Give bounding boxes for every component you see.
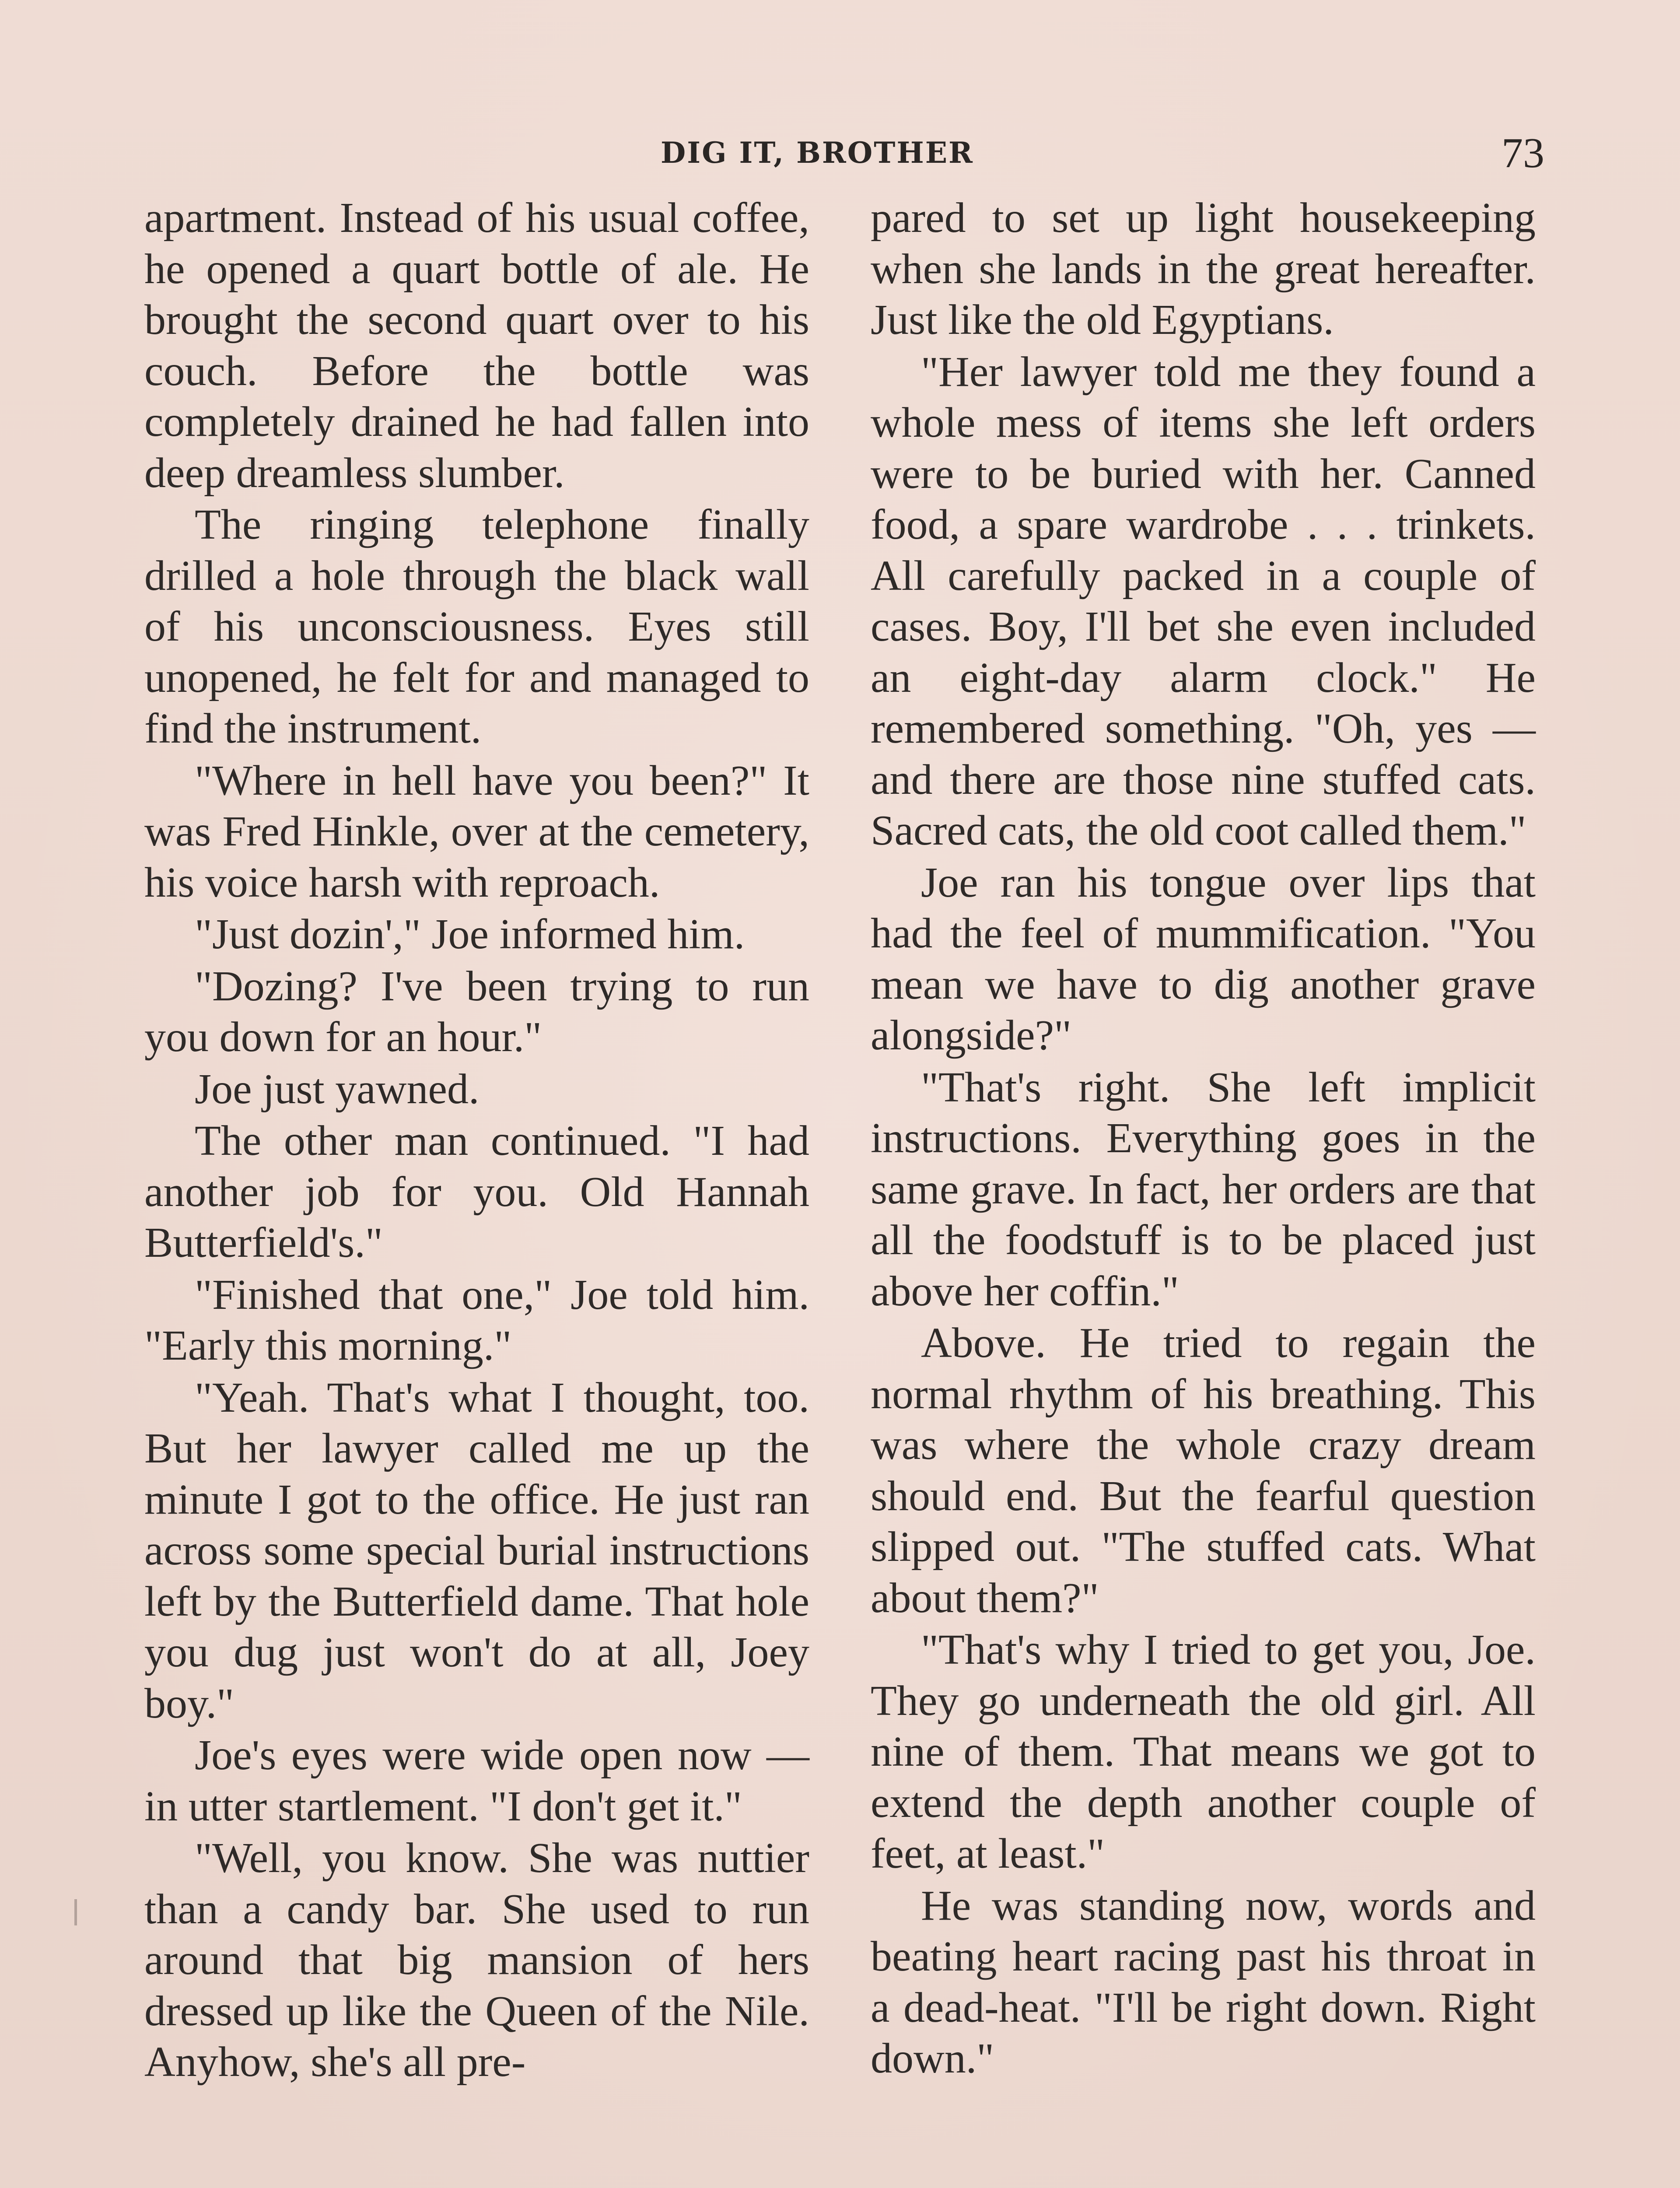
right-column [871, 193, 1536, 2084]
paragraph: "Dozing? I've been trying to run you down for an hour." [144, 962, 809, 1061]
page-header [144, 131, 1544, 179]
paragraph: Above. He tried to regain the normal rhythm of his breathing. This was where the whole crazy dream should end. But the fearful question slipped out. "The stuffed cats. What about them?" [871, 1319, 1536, 1622]
running-head: DIG IT, BROTHER [661, 136, 974, 170]
page-number: 73 [1502, 130, 1544, 177]
paragraph: pared to set up light housekeeping when she lands in the great hereafter. Just like the old Egyptians. [871, 194, 1536, 344]
paragraph: He was standing now, words and beating heart racing past his throat in a dead-heat. "I'll be right down. Right down." [871, 1882, 1536, 2082]
paragraph: "Her lawyer told me they found a whole mess of items she left orders were to be buried with her. Canned food, a spare wardrobe . . . trinkets. All carefully packed in a couple of cases. Boy, I'll bet she even included an eight-day alarm clock." He remembered something. "Oh, yes —and there are those nine stuffed cats. Sacred cats, the old coot called them." [871, 348, 1536, 854]
paragraph: "Where in hell have you been?" It was Fred Hinkle, over at the cemetery, his voice harsh with reproach. [144, 757, 809, 906]
paragraph: Joe just yawned. [195, 1065, 480, 1113]
paragraph: Joe's eyes were wide open now —in utter startlement. "I don't get it." [144, 1732, 809, 1830]
paragraph: "Well, you know. She was nuttier than a candy bar. She used to run around that big mansion of hers dressed up like the Queen of the Nile. Anyhow, she's all pre- [144, 1834, 809, 2086]
left-column [144, 193, 809, 2088]
paragraph: "Yeah. That's what I thought, too. But her lawyer called me up the minute I got to the office. He just ran across some special burial instructions left by the Butterfield dame. That hole you dug just won't do at all, Joey boy." [144, 1374, 809, 1727]
paragraph: apartment. Instead of his usual coffee, he opened a quart bottle of ale. He brought the second quart over to his couch. Before the bottle was completely drained he had fallen into deep dreamless slumber. [144, 194, 809, 497]
paragraph: "That's right. She left implicit instructions. Everything goes in the same grave. In fact, her orders are that all the foodstuff is to be placed just above her coffin." [871, 1063, 1536, 1315]
paragraph: "Just dozin'," Joe informed him. [195, 911, 745, 958]
paragraph: The ringing telephone finally drilled a hole through the black wall of his unconsciousness. Eyes still unopened, he felt for and managed to find the instrument. [144, 501, 809, 752]
paragraph: Joe ran his tongue over lips that had the feel of mummification. "You mean we have to dig another grave alongside?" [871, 859, 1536, 1059]
page-edge-mark [74, 1899, 77, 1925]
paragraph: "That's why I tried to get you, Joe. They go underneath the old girl. All nine of them. That means we got to extend the depth another couple of feet, at least." [871, 1626, 1536, 1877]
paragraph: The other man continued. "I had another job for you. Old Hannah Butterfield's." [144, 1117, 809, 1266]
paragraph: "Finished that one," Joe told him. "Early this morning." [144, 1271, 809, 1369]
